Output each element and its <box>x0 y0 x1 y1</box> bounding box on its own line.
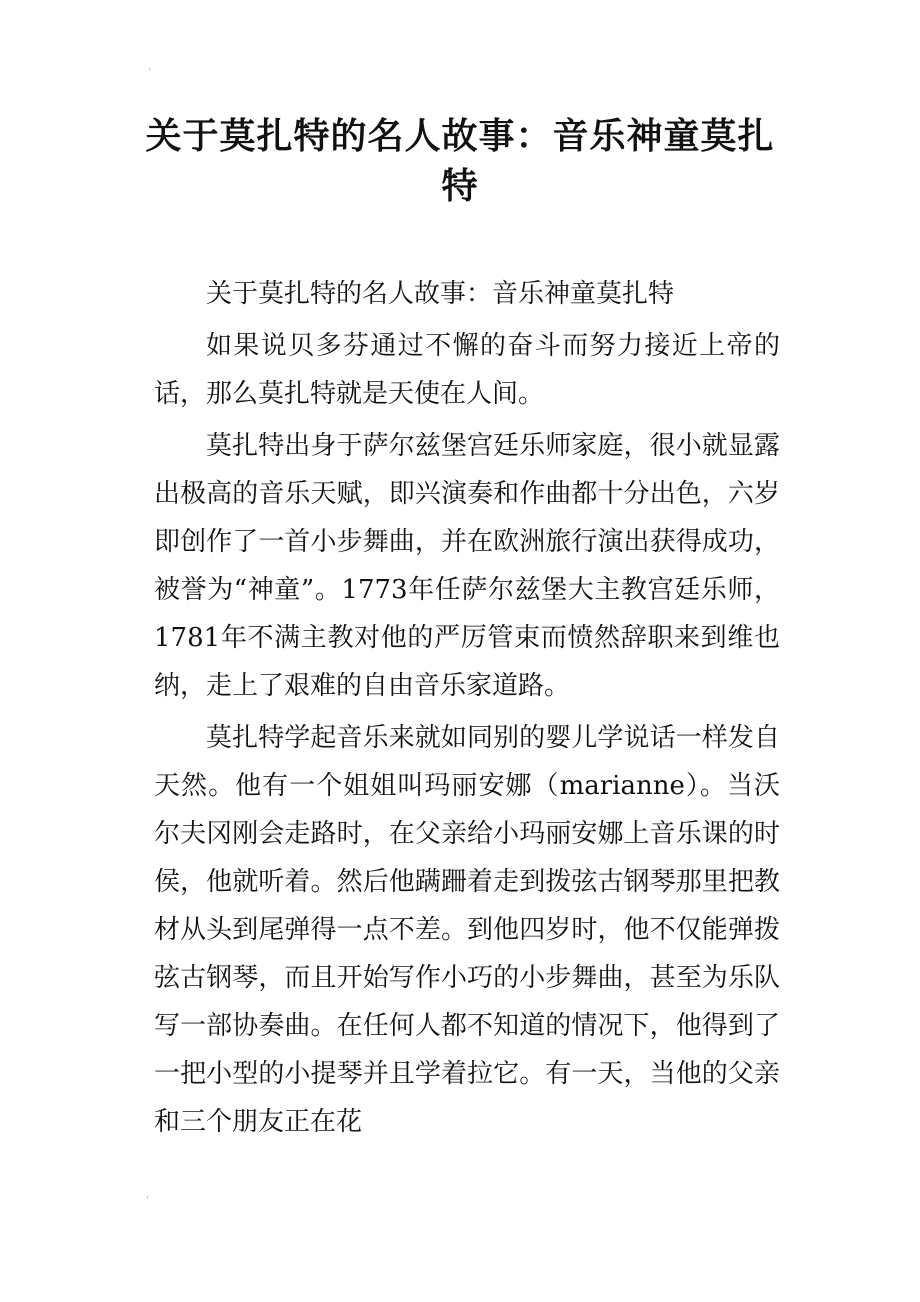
document-title: 关于莫扎特的名人故事：音乐神童莫扎特 <box>145 116 775 207</box>
paragraph-subtitle: 关于莫扎特的名人故事：音乐神童莫扎特 <box>206 279 675 309</box>
paragraph: 莫扎特学起音乐来就如同别的婴儿学说话一样发自天然。他有一个姐姐叫玛丽安娜（marianne）。当沃尔夫冈刚会走路时，在父亲给小玛丽安娜上音乐课的时侯，他就听着。然后他蹒跚着走到拨弦古钢琴那里把教材从头到尾弹得一点不差。到他四岁时，他不仅能弹拨弦古钢琴，而且开始写作小巧的小步舞曲，甚至为乐队写一部协奏曲。在任何人都不知道的情况下，他得到了一把小型的小提琴并且学着拉它。有一天，当他的父亲和三个朋友正在花 <box>154 723 780 1137</box>
document-body <box>154 270 780 1150</box>
corner-mark-top: ' <box>148 67 151 78</box>
paragraph: 莫扎特出身于萨尔兹堡宫廷乐师家庭，很小就显露出极高的音乐天赋，即兴演奏和作曲都十分出色，六岁即创作了一首小步舞曲，并在欧洲旅行演出获得成功，被誉为“神童”。1773年任萨尔兹堡大主教宫廷乐师，1781年不满主教对他的严厉管束而愤然辞职来到维也纳，走上了艰难的自由音乐家道路。 <box>154 431 780 701</box>
paragraph: 如果说贝多芬通过不懈的奋斗而努力接近上帝的话，那么莫扎特就是天使在人间。 <box>154 331 780 409</box>
corner-mark-bottom: ' <box>146 1195 149 1206</box>
